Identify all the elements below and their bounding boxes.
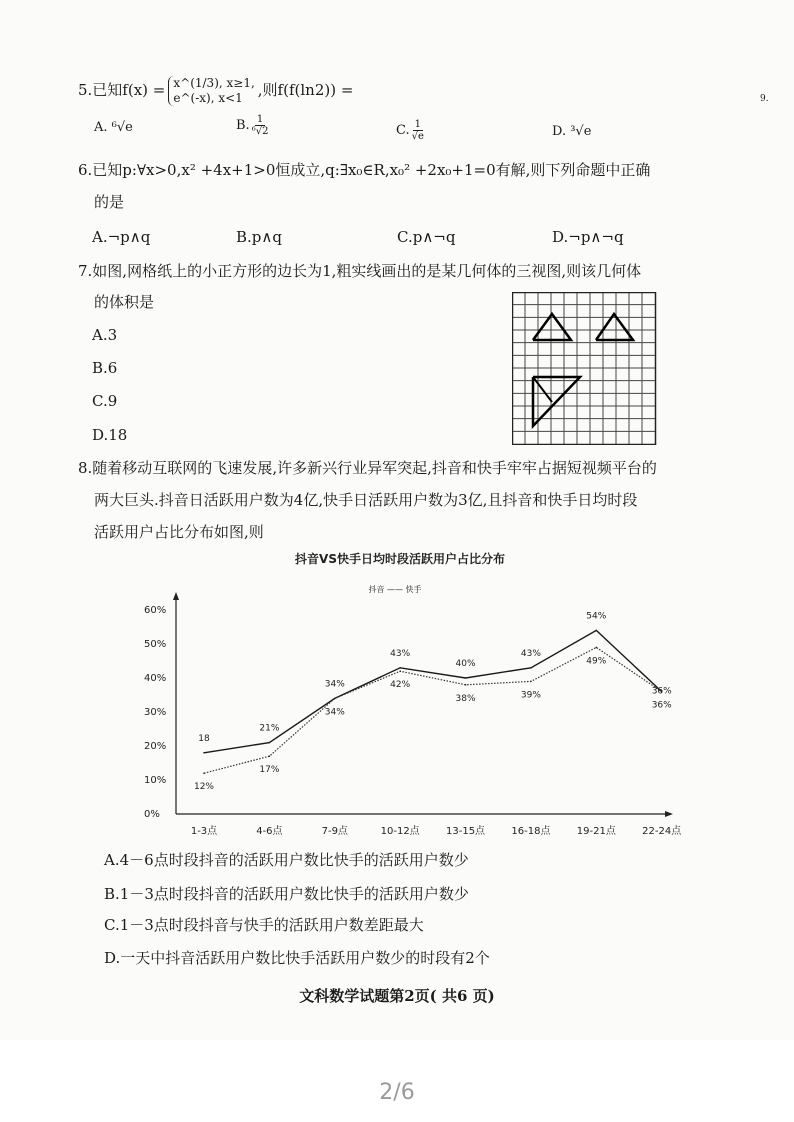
page-indicator: 2/6 — [379, 1080, 415, 1105]
series-point — [203, 772, 205, 774]
line-chart — [130, 548, 690, 840]
q7-line-2: 的体积是 — [94, 293, 155, 311]
chart-title: 抖音VS快手日均时段活跃用户占比分布 — [295, 552, 505, 566]
q5-option-d: D. ³√e — [552, 124, 592, 139]
q6-line-2: 的是 — [94, 193, 125, 211]
series-point — [596, 630, 598, 632]
x-tick-label: 22-24点 — [642, 826, 682, 837]
kuaishou-data-label: 42% — [390, 680, 411, 691]
q5-stem-prefix: 5.已知f(x) = — [78, 81, 166, 99]
q8-option-a: A.4－6点时段抖音的活跃用户数比快手的活跃用户数少 — [104, 851, 469, 869]
front-view-triangle — [533, 314, 571, 340]
q8-option-d: D.一天中抖音活跃用户数比快手活跃用户数少的时段有2个 — [104, 949, 490, 967]
douyin-data-label: 18 — [198, 733, 210, 744]
y-tick-label: 40% — [144, 673, 167, 684]
three-view-grid-figure — [512, 292, 662, 445]
series-point — [399, 670, 401, 672]
kuaishou-data-label: 34% — [324, 707, 345, 718]
x-tick-label: 19-21点 — [576, 826, 616, 837]
kuaishou-data-label: 38% — [455, 693, 476, 704]
douyin-data-label: 36% — [651, 686, 672, 697]
kuaishou-data-label: 12% — [193, 782, 215, 793]
x-tick-label: 7-9点 — [321, 826, 348, 837]
y-tick-label: 30% — [144, 707, 167, 718]
chart-x-ticks — [191, 824, 682, 837]
q5-option-b — [236, 114, 268, 137]
douyin-data-label: 43% — [390, 648, 411, 659]
q6-option-c: C.p∧¬q — [397, 228, 456, 246]
x-tick-label: 1-3点 — [190, 826, 218, 837]
page-footer: 文科数学试题第2页( 共6 页) — [299, 987, 495, 1005]
series-point — [530, 681, 532, 683]
y-axis-arrow — [173, 592, 179, 600]
series-point — [334, 698, 336, 700]
q5-option-c-letter: C. — [396, 123, 410, 138]
q6-option-d: D.¬p∧¬q — [552, 228, 624, 246]
q5-piecewise — [168, 76, 254, 106]
q7-option-a: A.3 — [92, 326, 118, 344]
side-view-triangle — [596, 314, 633, 340]
q7-option-b: B.6 — [92, 359, 118, 377]
q6-line-1: 6.已知p:∀x>0,x² +4x+1>0恒成立,q:∃x₀∈R,x₀² +2x₀+1=0有解,则下列命题中正确 — [78, 161, 651, 179]
x-tick-label: 10-12点 — [380, 826, 420, 837]
series-point — [269, 742, 271, 744]
q5-option-b-letter: B. — [236, 118, 250, 133]
q5-option-c — [396, 119, 424, 142]
q6-option-a: A.¬p∧q — [92, 228, 151, 246]
q7-option-c: C.9 — [92, 392, 118, 410]
q8-option-b: B.1－3点时段抖音的活跃用户数比快手的活跃用户数少 — [104, 885, 469, 903]
kuaishou-data-label: 49% — [586, 656, 607, 667]
q5-stem-suffix: ,则f(f(ln2)) = — [257, 81, 354, 99]
y-tick-label: 10% — [144, 775, 167, 786]
chart-legend: 抖音 —— 快手 — [368, 585, 422, 594]
y-tick-label: 50% — [144, 639, 167, 650]
q8-line-3: 活跃用户占比分布如图,则 — [94, 523, 264, 541]
margin-mark: 9. — [760, 94, 769, 104]
q8-option-c: C.1－3点时段抖音与快手的活跃用户数差距最大 — [104, 916, 424, 934]
q5-option-a: A. ⁶√e — [94, 120, 133, 135]
series-point — [465, 684, 467, 686]
q5-option-b-num: 1 — [256, 114, 264, 125]
q5-option-c-den: √e — [411, 131, 424, 142]
series-point — [530, 667, 532, 669]
q5-option-b-den: ⁶√2 — [251, 126, 269, 137]
series-point — [399, 667, 401, 669]
y-tick-label: 60% — [144, 605, 167, 616]
douyin-data-label: 43% — [520, 648, 541, 659]
y-tick-label: 20% — [144, 741, 167, 752]
chart-y-ticks — [144, 605, 166, 820]
q5-stem — [78, 76, 353, 106]
q7-line-1: 7.如图,网格纸上的小正方形的边长为1,粗实线画出的是某几何体的三视图,则该几何体 — [78, 262, 642, 280]
q5-piece2: e^(-x), x<1 — [173, 91, 243, 105]
series-line-douyin — [204, 630, 662, 752]
q5-option-c-num: 1 — [414, 119, 421, 130]
q6-option-b: B.p∧q — [236, 228, 282, 246]
kuaishou-data-label: 36% — [651, 700, 672, 711]
y-tick-label: 0% — [144, 809, 160, 820]
kuaishou-data-label: 39% — [520, 690, 541, 701]
x-tick-label: 16-18点 — [511, 826, 551, 837]
douyin-data-label: 40% — [455, 659, 476, 669]
x-tick-label: 13-15点 — [446, 826, 486, 837]
chart-data-labels — [194, 611, 672, 792]
q5-piece1: x^(1/3), x≥1, — [173, 76, 255, 90]
q5-option-b-fraction — [252, 114, 269, 137]
q7-option-d: D.18 — [92, 426, 128, 444]
douyin-data-label: 54% — [586, 611, 607, 622]
q8-line-1: 8.随着移动互联网的飞速发展,许多新兴行业异军突起,抖音和快手牢牢占据短视频平台的 — [78, 459, 657, 477]
q5-option-c-fraction — [412, 119, 424, 142]
douyin-data-label: 21% — [259, 723, 280, 734]
q8-line-2: 两大巨头.抖音日活跃用户数为4亿,快手日活跃用户数为3亿,且抖音和快手日均时段 — [94, 491, 638, 509]
douyin-data-label: 34% — [324, 679, 345, 690]
kuaishou-data-label: 17% — [259, 765, 280, 776]
series-point — [465, 677, 467, 679]
series-point — [269, 755, 271, 757]
x-axis-arrow — [665, 811, 673, 817]
series-point — [596, 647, 598, 649]
chart-axes — [173, 592, 673, 817]
chart-series — [203, 630, 662, 774]
x-tick-label: 4-6点 — [256, 826, 283, 837]
series-point — [203, 752, 205, 754]
